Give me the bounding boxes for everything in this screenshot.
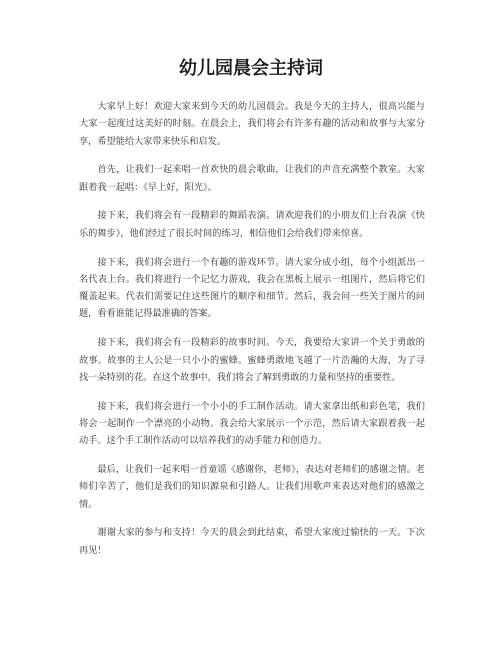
paragraph-story: 接下来，我们将会有一段精彩的故事时间。今天，我要给大家讲一个关于勇敢的故事。故事的主人公是一只小小的蜜蜂。蜜蜂勇敢地飞越了一片浩瀚的大海，为了寻找一朵特别的花。在这个故事中，我们将会了解到勇敢的力量和坚持的重要性。 (79, 337, 425, 383)
paragraph-song: 首先，让我们一起来唱一首欢快的晨会歌曲，让我们的声音充满整个教室。大家跟着我一起唱：《早上好，阳光》。 (79, 164, 425, 193)
paragraph-closing: 谢谢大家的参与和支持！今天的晨会到此结束，希望大家度过愉快的一天。下次再见！ (79, 527, 425, 556)
paragraph-game: 接下来，我们将会进行一个有趣的游戏环节。请大家分成小组，每个小组派出一名代表上台。我们将进行一个记忆力游戏，我会在黑板上展示一组图片，然后将它们覆盖起来。代表们需要记住这些图片的顺序和细节。然后，我会问一些关于图片的问题，看看谁能记得最准确的答案。 (79, 256, 425, 320)
document-title: 幼儿园晨会主持词 (179, 58, 323, 79)
paragraph-greeting: 大家早上好！欢迎大家来到今天的幼儿园晨会。我是今天的主持人，很高兴能与大家一起度过这美好的时刻。在晨会上，我们将会有许多有趣的活动和故事与大家分享，希望能给大家带来快乐和启发。 (79, 101, 425, 147)
paragraph-handcraft: 接下来，我们将会进行一个小小的手工制作活动。请大家拿出纸和彩色笔，我们将会一起制作一个漂亮的小动物。我会给大家展示一个示范，然后请大家跟着我一起动手。这个手工制作活动可以培养我们的动手能力和创造力。 (79, 400, 425, 447)
paragraph-nursery-rhyme: 最后，让我们一起来唱一首童谣《感谢你，老师》，表达对老师们的感谢之情。老师们辛苦了，他们是我们的知识源泉和引路人。让我们用歌声来表达对他们的感激之情。 (79, 464, 425, 510)
document-body (79, 98, 425, 571)
paragraph-dance: 接下来，我们将会有一段精彩的舞蹈表演。请欢迎我们的小朋友们上台表演《快乐的舞步》，他们经过了很长时间的练习，相信他们会给我们带来惊喜。 (79, 210, 425, 239)
